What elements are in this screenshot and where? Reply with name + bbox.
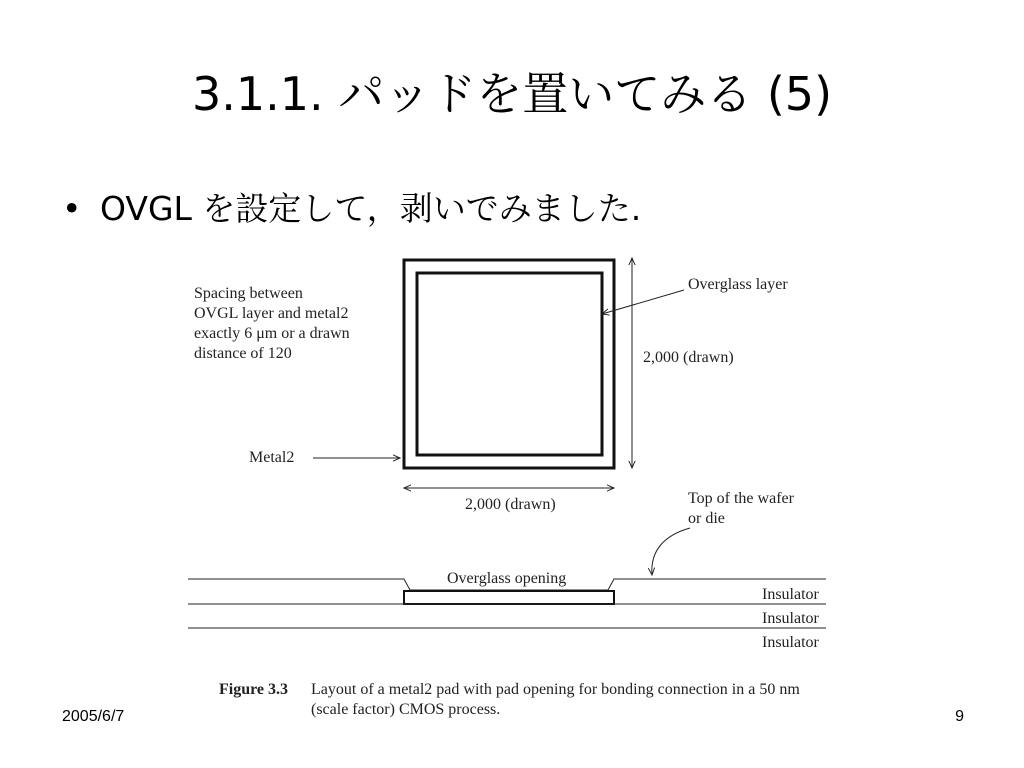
bullet-text: OVGL を設定して，剥いでみました. xyxy=(100,189,642,228)
overglass-layer-label: Overglass layer xyxy=(688,276,788,293)
figure-caption-text: Layout of a metal2 pad with pad opening for bonding connection in a 50 nm (scale factor) CMOS process. xyxy=(311,681,800,718)
vertical-dimension-label: 2,000 (drawn) xyxy=(643,349,734,366)
horizontal-dimension-label: 2,000 (drawn) xyxy=(465,496,556,513)
insulator-label: Insulator xyxy=(762,634,819,651)
slide-title: 3.1.1. パッドを置いてみる (5) xyxy=(191,67,833,121)
spacing-annotation-line: exactly 6 μm or a drawn xyxy=(194,325,350,342)
bullet-marker: • xyxy=(62,189,82,228)
spacing-annotation-line: distance of 120 xyxy=(194,345,292,362)
top-of-wafer-line: Top of the wafer xyxy=(688,490,794,507)
overglass-square xyxy=(417,273,602,455)
top-of-wafer-line: or die xyxy=(688,510,725,527)
metal2-label: Metal2 xyxy=(249,449,295,466)
figure-caption xyxy=(219,680,831,720)
insulator-label: Insulator xyxy=(762,610,819,627)
top-of-wafer-leader xyxy=(652,528,690,575)
footer-page-number: 9 xyxy=(955,708,964,725)
metal2-square xyxy=(404,260,614,468)
spacing-annotation-line: OVGL layer and metal2 xyxy=(194,305,349,322)
top-of-wafer-label xyxy=(688,489,794,529)
spacing-annotation xyxy=(194,284,350,364)
figure-caption-label: Figure 3.3 xyxy=(219,681,289,698)
overglass-opening-label: Overglass opening xyxy=(447,570,567,587)
insulator-label: Insulator xyxy=(762,586,819,603)
footer-date: 2005/6/7 xyxy=(62,708,125,725)
spacing-annotation-line: Spacing between xyxy=(194,285,303,302)
pad-cross-section xyxy=(404,591,614,604)
